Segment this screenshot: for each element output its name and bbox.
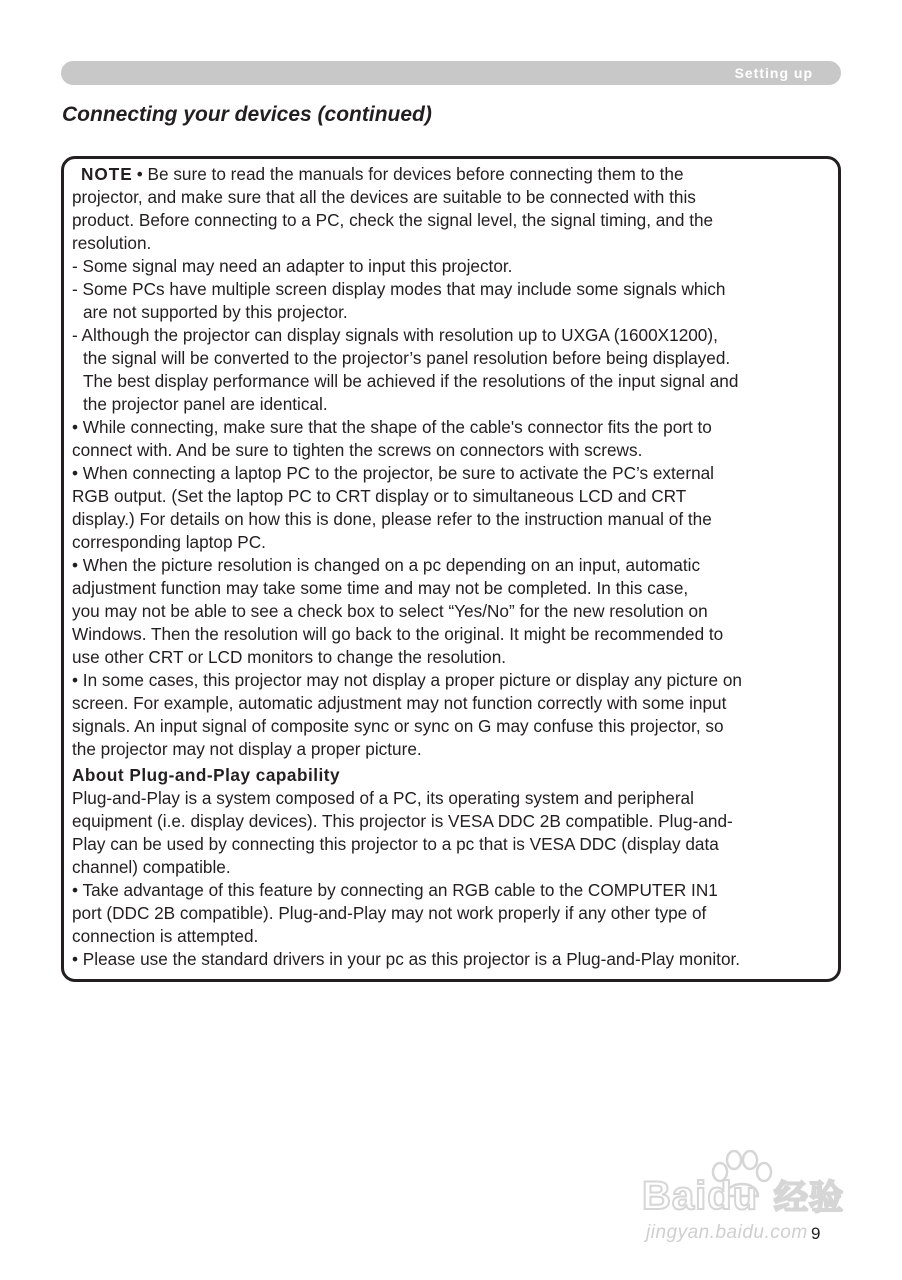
note-line: the signal will be converted to the projector’s panel resolution before being displayed. — [83, 348, 731, 368]
note-line-text: • Be sure to read the manuals for devices before connecting them to the — [136, 164, 684, 184]
pnp-line: Play can be used by connecting this projector to a pc that is VESA DDC (display data — [72, 834, 719, 854]
pnp-line: • Take advantage of this feature by connecting an RGB cable to the COMPUTER IN1 — [72, 880, 718, 900]
note-label: NOTE — [81, 164, 133, 184]
note-line: • In some cases, this projector may not display a proper picture or display any picture on — [72, 670, 742, 690]
watermark-url: jingyan.baidu.com — [646, 1222, 808, 1243]
note-line: - Some signal may need an adapter to input this projector. — [72, 256, 513, 276]
note-line: resolution. — [72, 233, 152, 253]
section-label: Setting up — [734, 65, 813, 81]
note-line — [72, 163, 837, 186]
note-line: corresponding laptop PC. — [72, 532, 266, 552]
page-title: Connecting your devices (continued) — [62, 103, 432, 126]
note-line: - Some PCs have multiple screen display modes that may include some signals which — [72, 279, 726, 299]
note-line: use other CRT or LCD monitors to change the resolution. — [72, 647, 507, 667]
note-line: • When the picture resolution is changed on a pc depending on an input, automatic — [72, 555, 701, 575]
note-line: • While connecting, make sure that the shape of the cable's connector fits the port to — [72, 417, 712, 437]
note-line: projector, and make sure that all the devices are suitable to be connected with this — [72, 187, 696, 207]
note-line: the projector panel are identical. — [83, 394, 328, 414]
page-number: 9 — [811, 1224, 821, 1243]
pnp-line: connection is attempted. — [72, 926, 259, 946]
note-line: the projector may not display a proper picture. — [72, 739, 422, 759]
note-line: The best display performance will be achieved if the resolutions of the input signal and — [83, 371, 739, 391]
pnp-line: channel) compatible. — [72, 857, 231, 877]
pnp-line: port (DDC 2B compatible). Plug-and-Play may not work properly if any other type of — [72, 903, 707, 923]
pnp-line: Plug-and-Play is a system composed of a PC, its operating system and peripheral — [72, 788, 694, 808]
pnp-line: • Please use the standard drivers in your pc as this projector is a Plug-and-Play monitor. — [72, 949, 741, 969]
note-line: RGB output. (Set the laptop PC to CRT display or to simultaneous LCD and CRT — [72, 486, 687, 506]
note-line: adjustment function may take some time and may not be completed. In this case, — [72, 578, 689, 598]
section-heading: About Plug-and-Play capability — [72, 765, 341, 785]
note-line: are not supported by this projector. — [83, 302, 348, 322]
note-content — [72, 163, 837, 971]
pnp-line: equipment (i.e. display devices). This projector is VESA DDC 2B compatible. Plug-and- — [72, 811, 733, 831]
note-line: product. Before connecting to a PC, check the signal level, the signal timing, and the — [72, 210, 714, 230]
note-line: - Although the projector can display signals with resolution up to UXGA (1600X1200), — [72, 325, 718, 345]
note-line: display.) For details on how this is done, please refer to the instruction manual of the — [72, 509, 712, 529]
watermark-cn-text: 经验 — [774, 1179, 844, 1217]
note-line: Windows. Then the resolution will go back to the original. It might be recommended to — [72, 624, 724, 644]
note-line: you may not be able to see a check box to select “Yes/No” for the new resolution on — [72, 601, 708, 621]
note-line: connect with. And be sure to tighten the screws on connectors with screws. — [72, 440, 643, 460]
watermark-logo: Baidu — [642, 1174, 759, 1218]
note-line: signals. An input signal of composite sync or sync on G may confuse this projector, so — [72, 716, 724, 736]
section-header-bar — [61, 61, 841, 85]
note-line: screen. For example, automatic adjustment may not function correctly with some input — [72, 693, 727, 713]
note-line: • When connecting a laptop PC to the projector, be sure to activate the PC’s external — [72, 463, 715, 483]
